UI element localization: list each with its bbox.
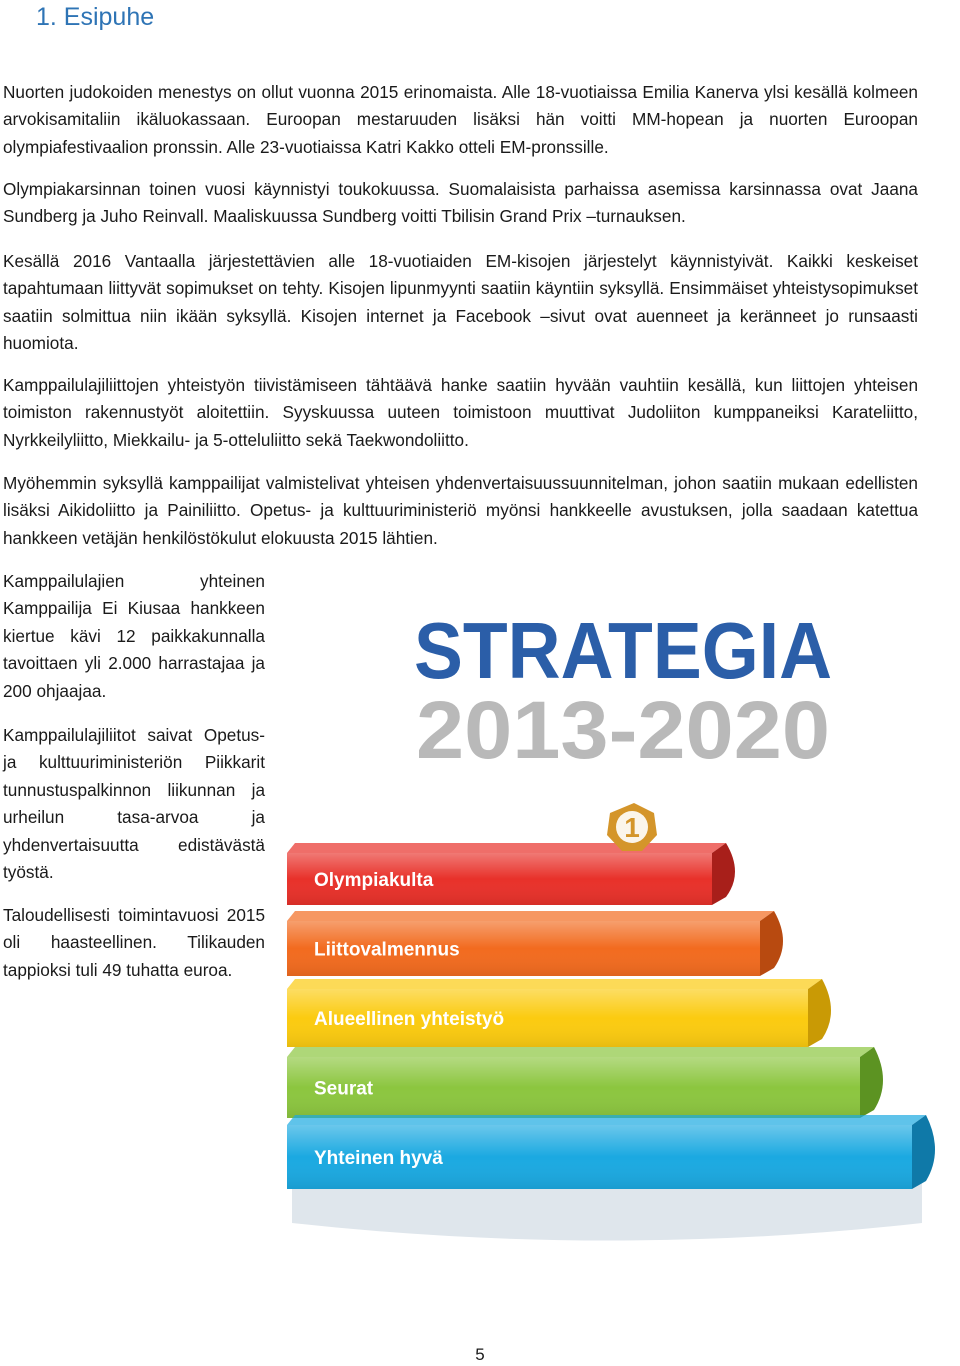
paragraph-martial-arts-cooperation: Kamppailulajiliittojen yhteistyön tiivistämiseen tähtäävä hanke saatiin hyvään vauhtiin kesällä, kun liittojen yhteisen toimiston rakennustyöt aloitettiin. Syyskuussa uuteen toimistoon muuttivat Judoliiton kumppaneiksi Karateliitto, Nyrkkeilyliitto, Miekkailu- ja 5-otteluliitto sekä Taekwondoliitto. [3, 375, 918, 450]
strategy-title: STRATEGIA [414, 606, 832, 695]
pyramid-level-label: Alueellinen yhteistyö [314, 1009, 505, 1030]
strategy-pyramid-graphic [282, 583, 958, 1261]
pyramid-level-label: Seurat [314, 1078, 374, 1100]
pyramid-levels [287, 843, 935, 1241]
pyramid-level-label: Liittovalmennus [314, 939, 460, 961]
pyramid-base-shadow [292, 1183, 922, 1241]
paragraph-em-championships: Kesällä 2016 Vantaalla järjestettävien alle 18-vuotiaiden EM-kisojen järjestelyt käynnistyivät. Kaikki keskeiset tapahtumaan liittyvät sopimukset on tehty. Kisojen lipunmyynti saatiin käyntiin syksyllä. Ensimmäiset yhteistysopimukset saatiin solmittua niin ikään syksyllä. Kisojen internet ja Facebook –sivut ovat auenneet ja keränneet jo runsaasti huomiota. [3, 251, 918, 354]
pyramid-level [287, 911, 783, 976]
pyramid-level [287, 1115, 935, 1189]
paragraph-youth-success: Nuorten judokoiden menestys on ollut vuonna 2015 erinomaista. Alle 18-vuotiaissa Emilia Kanerva ylsi kesällä kolmeen arvokisamitaliin ikäluokassaan. Euroopan mestaruuden lisäksi hän voitti MM-hopean ja nuorten Euroopan olympiafestivaalion pronssin. Alle 23-vuotiaissa Katri Kakko otteli EM-pronssille. [3, 82, 918, 157]
strategy-years: 2013-2020 [416, 685, 830, 776]
pyramid-level [287, 843, 735, 905]
section-heading: 1. Esipuhe [36, 3, 155, 31]
pyramid-level [287, 979, 831, 1047]
medal-number: 1 [624, 812, 640, 843]
side-paragraph-finance: Taloudellisesti toimintavuosi 2015 oli haasteellinen. Tilikauden tappioksi tuli 49 tuhatta euroa. [3, 905, 265, 980]
strategy-figure [282, 583, 958, 1261]
page-number: 5 [475, 1345, 485, 1364]
pyramid-level-label: Yhteinen hyvä [314, 1148, 443, 1169]
pyramid-level [287, 1047, 883, 1118]
paragraph-olympic-qualification: Olympiakarsinnan toinen vuosi käynnistyi toukokuussa. Suomalaisista parhaissa asemissa karsinnassa ovat Jaana Sundberg ja Juho Reinvall. Maaliskuussa Sundberg voitti Tbilisin Grand Prix –turnauksen. [3, 179, 918, 227]
side-paragraph-award: Kamppailulajiliitot saivat Opetus- ja kulttuuriministeriön Piikkarit tunnustuspalkinnon liikunnan ja urheilun tasa-arvoa ja yhdenvertaisuutta edistävästä työstä. [3, 725, 265, 883]
paragraph-equality-plan: Myöhemmin syksyllä kamppailijat valmistelivat yhteisen yhdenvertaisuussuunnitelman, johon saatiin mukaan edellisten lisäksi Aikidoliitto ja Painiliitto. Opetus- ja kulttuuriministeriö myönsi hankkeelle avustuksen, jolla saadaan katettua hankkeen vetäjän henkilöstökulut elokuusta 2015 lähtien. [3, 473, 918, 548]
side-paragraph-tour: Kamppailulajien yhteinen Kamppailija Ei Kiusaa hankkeen kiertue kävi 12 paikkakunnalla tavoittaen yli 2.000 harrastajaa ja 200 ohjaajaa. [3, 571, 265, 701]
pyramid-level-label: Olympiakulta [314, 870, 434, 891]
